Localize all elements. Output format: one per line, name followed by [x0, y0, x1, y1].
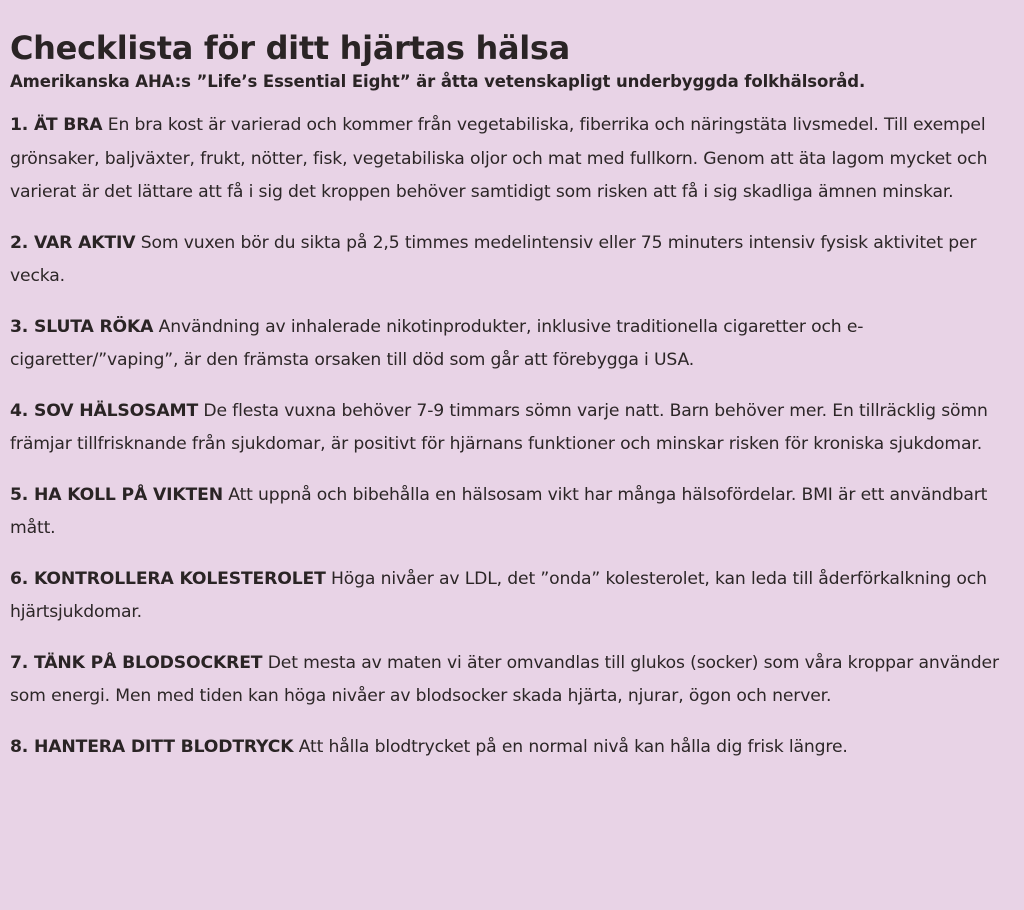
item-text: Som vuxen bör du sikta på 2,5 timmes medelintensiv eller 75 minuters intensiv fysisk aktivitet per vecka.: [10, 232, 977, 286]
checklist-item-quit-smoking: [10, 311, 1010, 378]
item-heading: 7. TÄNK PÅ BLODSOCKRET: [10, 652, 263, 673]
checklist-item-blood-sugar: [10, 647, 1010, 714]
item-text: Det mesta av maten vi äter omvandlas till glukos (socker) som våra kroppar använder som energi. Men med tiden kan höga nivåer av blodsocker skada hjärta, njurar, ögon och nerver.: [10, 652, 999, 706]
item-text: Att uppnå och bibehålla en hälsosam vikt har många hälsofördelar. BMI är ett användbart mått.: [10, 484, 988, 538]
item-heading: 1. ÄT BRA: [10, 115, 103, 135]
item-heading: 3. SLUTA RÖKA: [10, 316, 154, 337]
item-heading: 4. SOV HÄLSOSAMT: [10, 400, 199, 421]
checklist-item-blood-pressure: [10, 731, 1010, 765]
checklist-item-manage-weight: [10, 479, 1010, 546]
item-text: Användning av inhalerade nikotinprodukter, inklusive traditionella cigaretter och e-cigaretter/”vaping”, är den främsta orsaken till död som går att förebygga i USA.: [10, 316, 864, 370]
item-text: Att hålla blodtrycket på en normal nivå kan hålla dig frisk längre.: [298, 736, 848, 757]
page-title: Checklista för ditt hjärtas hälsa: [10, 29, 570, 67]
checklist-item-eat-well: [10, 109, 1010, 210]
checklist-item-sleep-well: [10, 395, 1010, 462]
checklist-item-be-active: [10, 227, 1010, 294]
item-heading: 5. HA KOLL PÅ VIKTEN: [10, 484, 223, 505]
item-heading: 6. KONTROLLERA KOLESTEROLET: [10, 568, 326, 589]
page-subtitle: Amerikanska AHA:s ”Life’s Essential Eight” är åtta vetenskapligt underbyggda folkhälsoråd.: [10, 72, 866, 91]
item-text: En bra kost är varierad och kommer från vegetabiliska, fiberrika och näringstäta livsmedel. Till exempel grönsaker, baljväxter, frukt, nötter, fisk, vegetabiliska oljor och mat med fullkorn. Genom att äta lagom mycket och varierat är det lättare att få i sig det kroppen behöver samtidigt som risken att få i sig skadliga ämnen minskar.: [10, 115, 988, 202]
checklist-item-control-cholesterol: [10, 563, 1010, 630]
checklist: [10, 109, 1010, 764]
item-text: De flesta vuxna behöver 7-9 timmars sömn varje natt. Barn behöver mer. En tillräcklig sömn främjar tillfrisknande från sjukdomar, är positivt för hjärnans funktioner och minskar risken för kroniska sjukdomar.: [10, 400, 988, 454]
item-heading: 2. VAR AKTIV: [10, 232, 136, 253]
item-heading: 8. HANTERA DITT BLODTRYCK: [10, 736, 294, 757]
item-text: Höga nivåer av LDL, det ”onda” kolesterolet, kan leda till åderförkalkning och hjärtsjukdomar.: [10, 568, 987, 622]
